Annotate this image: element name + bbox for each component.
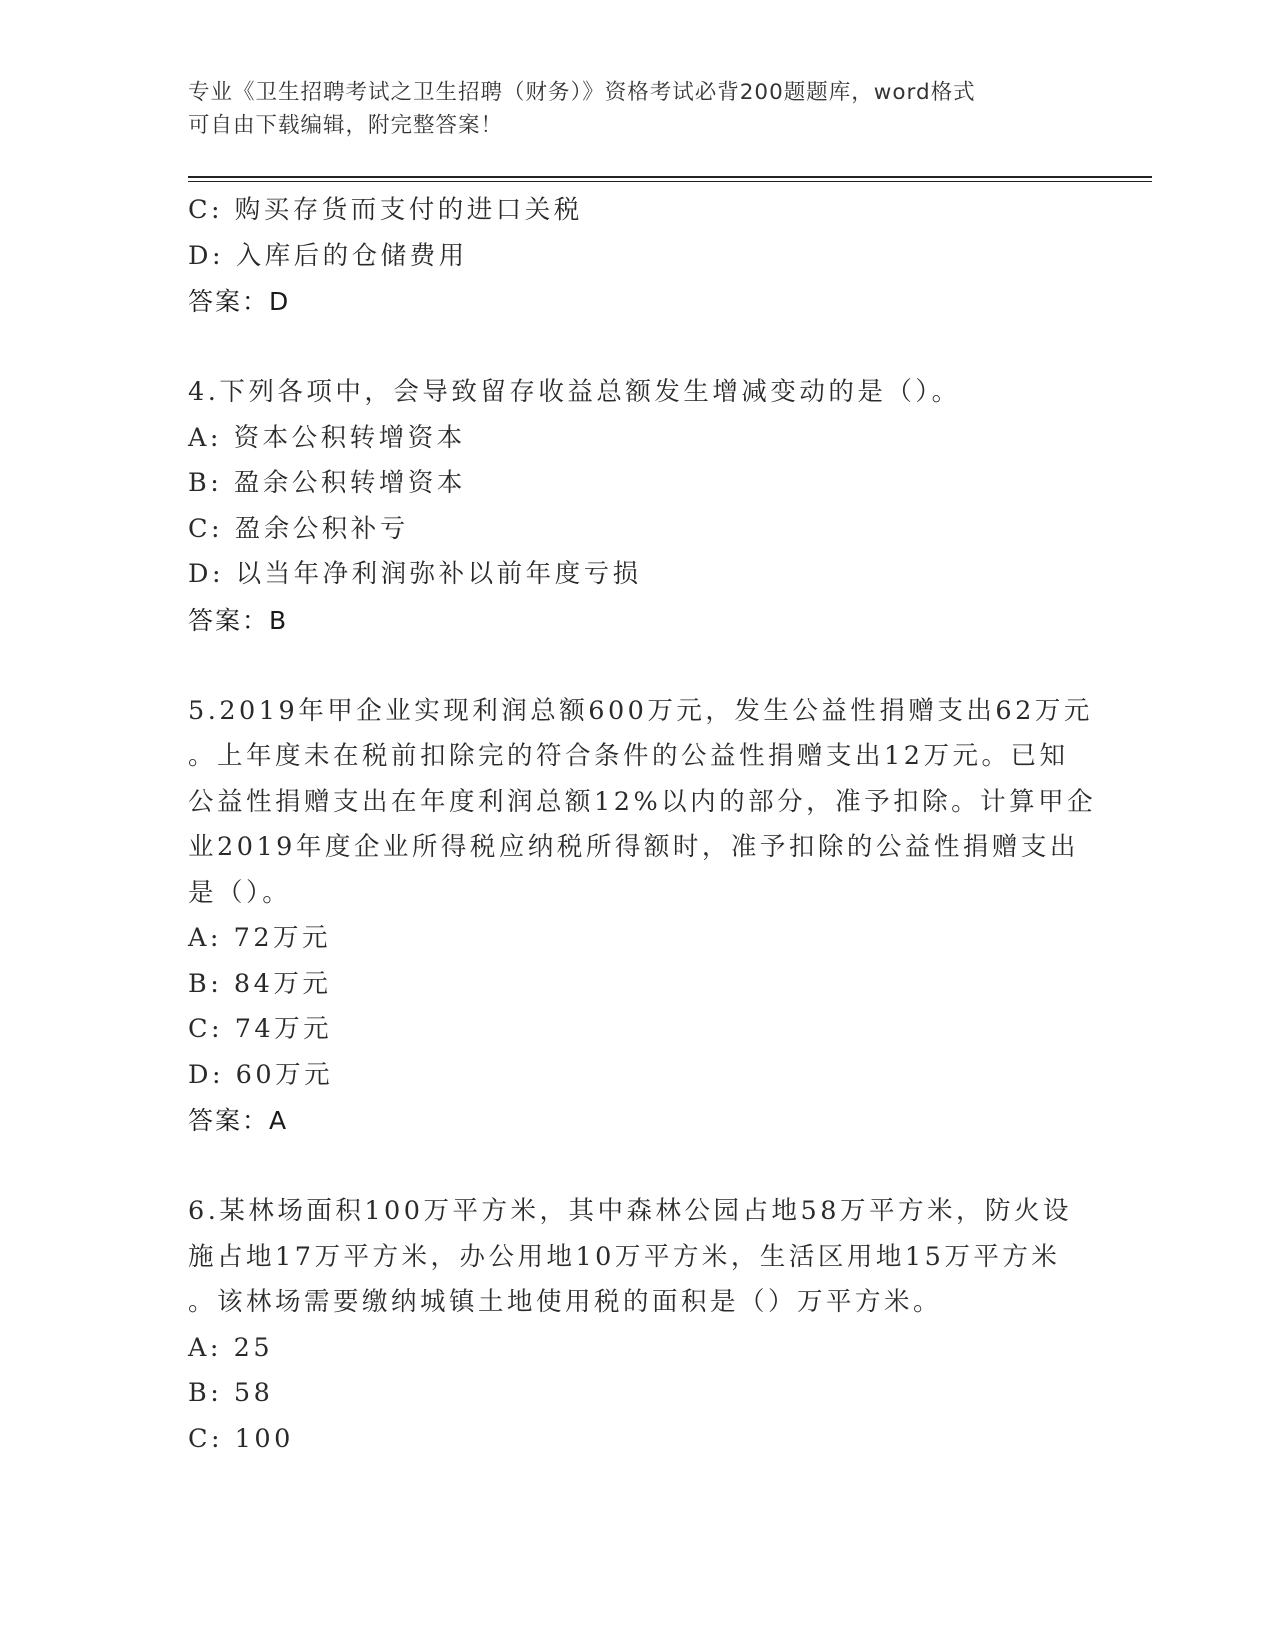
header-title-line-2: 可自由下载编辑，附完整答案！ bbox=[188, 113, 504, 138]
q4-option-c: C: 盈余公积补亏 bbox=[188, 513, 409, 544]
q4-option-a: A: 资本公积转增资本 bbox=[188, 422, 466, 453]
header-divider-thick bbox=[188, 176, 1152, 178]
q5-stem-line-3: 公益性捐赠支出在年度利润总额12%以内的部分，准予扣除。计算甲企 bbox=[188, 786, 1097, 817]
q6-stem-line-3: 。该林场需要缴纳城镇土地使用税的面积是（）万平方米。 bbox=[188, 1287, 943, 1317]
q5-option-d: D: 60万元 bbox=[188, 1059, 334, 1090]
spacer bbox=[188, 325, 1088, 371]
q5-stem-line-5: 是（）。 bbox=[188, 877, 292, 908]
q5-stem-line-1: 5.2019年甲企业实现利润总额600万元，发生公益性捐赠支出62万元 bbox=[188, 695, 1093, 726]
spacer bbox=[188, 643, 1088, 689]
question-content bbox=[188, 188, 1097, 1462]
q6-stem-line-2: 施占地17万平方米，办公用地10万平方米，生活区用地15万平方米 bbox=[188, 1241, 1061, 1272]
q5-option-b: B: 84万元 bbox=[188, 968, 332, 999]
q5-answer: 答案：A bbox=[188, 1106, 289, 1135]
q5-stem-line-2: 。上年度未在税前扣除完的符合条件的公益性捐赠支出12万元。已知 bbox=[188, 741, 1069, 771]
header-title-line-1: 专业《卫生招聘考试之卫生招聘（财务）》资格考试必背200题题库，word格式 bbox=[188, 80, 976, 105]
spacer bbox=[188, 1144, 1088, 1190]
q5-option-c: C: 74万元 bbox=[188, 1014, 333, 1044]
q4-stem: 4.下列各项中，会导致留存收益总额发生增减变动的是（）。 bbox=[188, 377, 961, 407]
q6-option-a: A: 25 bbox=[188, 1332, 274, 1363]
q6-option-c: C: 100 bbox=[188, 1423, 294, 1454]
q6-stem-line-1: 6.某林场面积100万平方米，其中森林公园占地58万平方米，防火设 bbox=[188, 1196, 1072, 1226]
q3-answer: 答案：D bbox=[188, 287, 291, 316]
q5-option-a: A: 72万元 bbox=[188, 923, 332, 953]
q4-option-b: B: 盈余公积转增资本 bbox=[188, 468, 466, 498]
q3-option-d: D: 入库后的仓储费用 bbox=[188, 240, 468, 271]
q5-stem-line-4: 业2019年度企业所得税应纳税所得额时，准予扣除的公益性捐赠支出 bbox=[188, 832, 1079, 862]
q3-option-c: C: 购买存货而支付的进口关税 bbox=[188, 195, 583, 225]
document-header bbox=[188, 76, 1068, 142]
q4-option-d: D: 以当年净利润弥补以前年度亏损 bbox=[188, 559, 642, 589]
q6-option-b: B: 58 bbox=[188, 1378, 274, 1408]
header-divider-thin bbox=[188, 181, 1152, 182]
q4-answer: 答案：B bbox=[188, 605, 289, 635]
